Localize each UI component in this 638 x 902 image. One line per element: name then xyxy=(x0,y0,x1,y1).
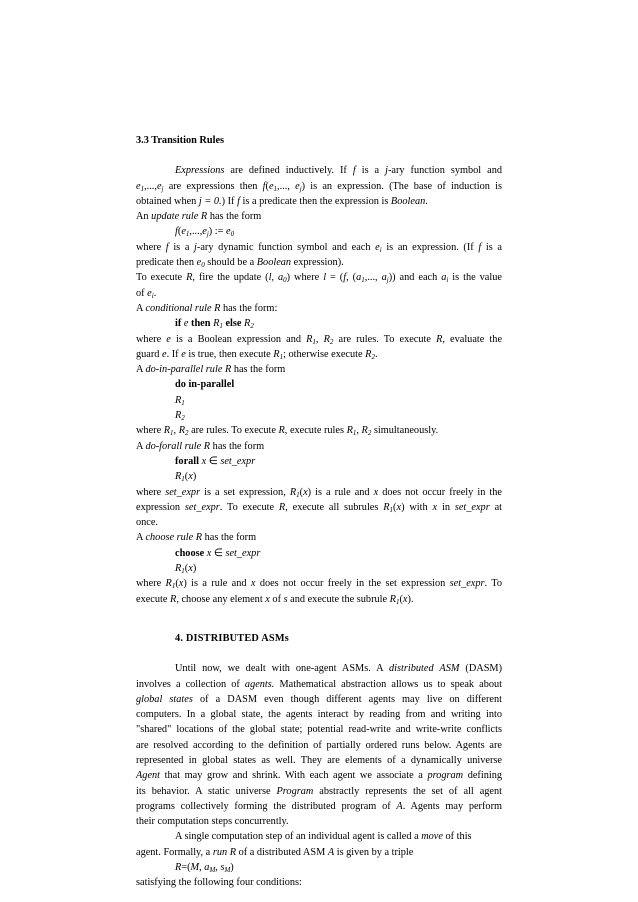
section-heading: 3.3 Transition Rules xyxy=(136,135,225,146)
formula-line: $R_1(x)$ xyxy=(175,471,197,484)
text-line: their computation steps concurrently. xyxy=(136,816,289,828)
formula-line: $R_2$ xyxy=(175,410,185,423)
text-line: Agent that may grow and shrink. With each agent we associate a program defining xyxy=(136,770,503,782)
formula-line: do in-parallel xyxy=(175,379,235,391)
text-line: where $R_1$, $R_2$ are rules. To execute R, execute rules $R_1$, $R_2$ simultaneously. xyxy=(136,425,439,438)
text-line: A choose rule R has the form xyxy=(136,532,257,544)
text-line: where $R_1(x)$ is a rule and x does not occur freely in the set expression set_expr. To xyxy=(136,578,502,591)
text-line: global states of a DASM even though different agents may live on different xyxy=(136,693,502,705)
text-line: of $e_i$. xyxy=(136,287,157,300)
text-line: A single computation step of an individual agent is called a move of this xyxy=(175,831,472,843)
formula-line: choose x ∈ set_expr xyxy=(175,547,261,559)
text-line: "shared" locations of the global state; potential read-write and write-write conflicts xyxy=(136,724,502,736)
text-line: computers. In a global state, the agents interact by reading from and writing into xyxy=(136,709,502,721)
text-line: An update rule R has the form xyxy=(136,211,262,223)
text-line: Expressions are defined inductively. If f is a j-ary function symbol and xyxy=(175,165,503,177)
text-line: obtained when j = 0.) If f is a predicate then the expression is Boolean. xyxy=(136,195,428,207)
formula-line: $R_1$ xyxy=(175,394,185,407)
formula-line: R=(M, $a_M$, $s_M$) xyxy=(175,862,234,875)
text-line: programs collectively forming the distributed program of A. Agents may perform xyxy=(136,800,503,812)
text-line: involves a collection of agents. Mathematical abstraction allows us to speak about xyxy=(136,678,503,690)
document-page xyxy=(136,133,502,891)
text-line: where set_expr is a set expression, $R_1(x)$ is a rule and x does not occur freely in the xyxy=(136,486,502,499)
text-line: Until now, we dealt with one-agent ASMs. A distributed ASM (DASM) xyxy=(175,663,503,675)
text-line: A do-in-parallel rule R has the form xyxy=(136,364,286,376)
text-line: execute R, choose any element x of s and execute the subrule $R_1(x)$. xyxy=(136,593,414,606)
formula-line: if e then $R_1$ else $R_2$ xyxy=(175,318,254,331)
text-line: once. xyxy=(136,517,159,529)
text-line: A do-forall rule R has the form xyxy=(136,440,265,452)
section-heading: 4. DISTRIBUTED ASMs xyxy=(175,632,289,644)
formula-line: $R_1(x)$ xyxy=(175,563,197,576)
text-line: A conditional rule R has the form: xyxy=(136,302,278,314)
text-line: represented in global states as well. They are elements of a dynamically universe xyxy=(136,754,502,766)
text-line: where f is a j-ary dynamic function symbol and each $e_i$ is an expression. (If f is a xyxy=(136,241,502,254)
text-line: its behavior. A static universe Program abstractly represents the set of all agent xyxy=(136,785,503,797)
text-line: guard e. If e is true, then execute $R_1$; otherwise execute $R_2$. xyxy=(136,348,378,361)
text-line: To execute R, fire the update (l, $a_0$) where l = (f, ($a_1$,..., $a_j$)) and each $a_i$ is the value xyxy=(136,272,502,285)
text-line: $e_1,...,e_j$ are expressions then $f(e_1$,..., $e_j$) is an expression. (The base of induction is xyxy=(136,180,502,193)
text-line: expression set_expr. To execute R, execute all subrules $R_1(x)$ with x in set_expr at xyxy=(136,501,503,514)
formula-line: forall x ∈ set_expr xyxy=(175,455,256,467)
text-line: where e is a Boolean expression and $R_1$, $R_2$ are rules. To execute R, evaluate the xyxy=(136,333,503,346)
formula-line: $f(e_1,...,e_j)$ := $e_0$ xyxy=(175,226,235,239)
text-line: satisfying the following four conditions: xyxy=(136,877,302,889)
text-line: predicate then $e_0$ should be a Boolean expression). xyxy=(136,257,344,270)
text-line: agent. Formally, a run R of a distributed ASM A is given by a triple xyxy=(136,846,414,858)
text-line: are resolved according to the definition of partially ordered runs below. Agents are xyxy=(136,739,502,751)
